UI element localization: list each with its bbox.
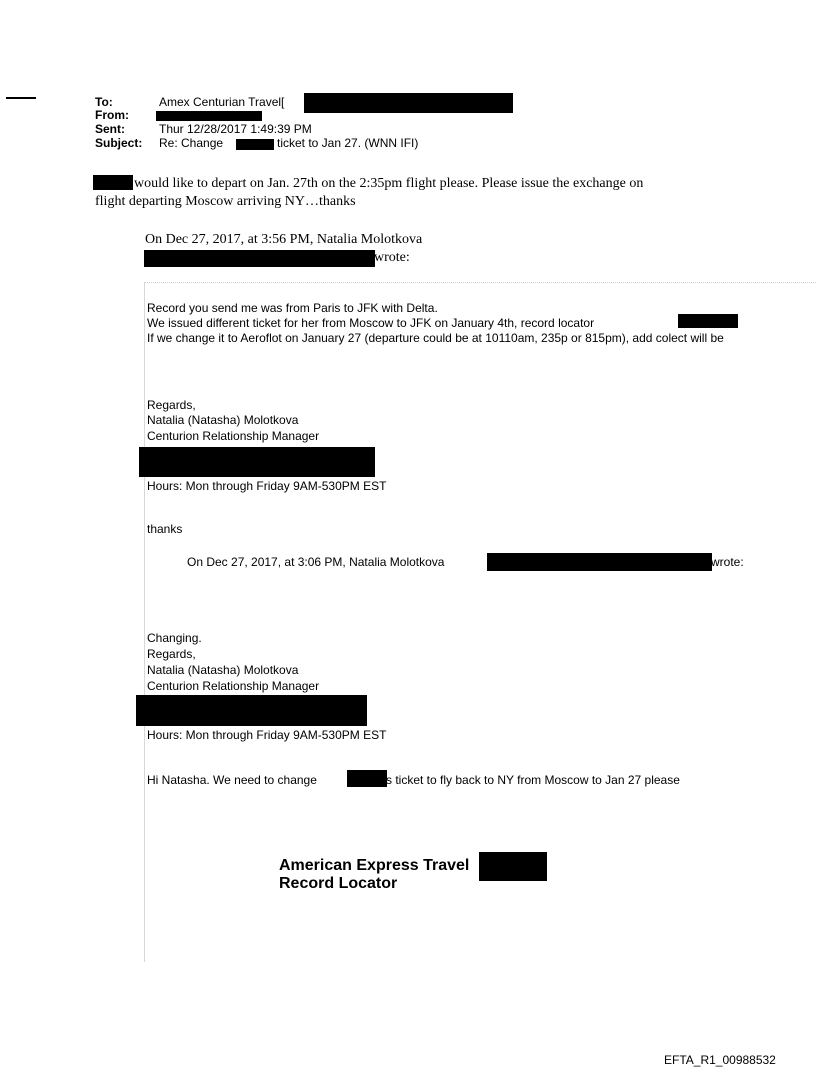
to-label: To: — [95, 95, 113, 109]
signature-line-2: Record Locator — [279, 875, 398, 892]
redaction-subject — [236, 139, 274, 150]
signature-line-1: American Express Travel — [279, 857, 470, 874]
subject-label: Subject: — [95, 136, 143, 150]
message1-line-1: Record you send me was from Paris to JFK with Delta. — [147, 301, 438, 315]
message2-hours: Hours: Mon through Friday 9AM-530PM EST — [147, 728, 387, 742]
message2-request-suffix: s ticket to fly back to NY from Moscow to Jan 27 please — [386, 773, 680, 787]
subject-suffix: ticket to Jan 27. (WNN IFI) — [277, 136, 419, 150]
sent-value: Thur 12/28/2017 1:49:39 PM — [159, 122, 312, 136]
message2-regards: Regards, — [147, 647, 196, 661]
quote-left-border — [144, 282, 145, 962]
margin-mark — [6, 97, 36, 99]
to-value: Amex Centurian Travel[ — [159, 95, 285, 109]
reply-line-2: flight departing Moscow arriving NY…thanks — [95, 194, 356, 209]
sent-label: Sent: — [95, 122, 125, 136]
redaction-request-name — [347, 770, 387, 787]
message1-title: Centurion Relationship Manager — [147, 429, 320, 443]
redaction-record-locator — [678, 314, 738, 328]
redaction-message1-contact — [139, 447, 375, 477]
reply-line-1: would like to depart on Jan. 27th on the 2:35pm flight please. Please issue the exchange on — [134, 176, 644, 191]
subject-prefix: Re: Change — [159, 136, 224, 150]
quote1-attribution: On Dec 27, 2017, at 3:56 PM, Natalia Molotkova — [145, 232, 423, 247]
document-id: EFTA_R1_00988532 — [664, 1053, 776, 1067]
redaction-quote2-email — [487, 553, 712, 571]
from-label: From: — [95, 108, 129, 122]
message2-changing: Changing. — [147, 631, 202, 645]
message2-request-prefix: Hi Natasha. We need to change — [147, 773, 317, 787]
message1-line-2: We issued different ticket for her from Moscow to JFK on January 4th, record locator — [147, 316, 595, 330]
redaction-signature — [479, 852, 547, 881]
quote-top-border — [144, 282, 816, 283]
message1-line-3: If we change it to Aeroflot on January 27 (departure could be at 10110am, 235p or 815pm), add colect will be — [147, 331, 724, 345]
quote2-wrote: wrote: — [711, 555, 744, 569]
message2-title: Centurion Relationship Manager — [147, 679, 320, 693]
message1-name: Natalia (Natasha) Molotkova — [147, 413, 299, 427]
redaction-to — [304, 93, 513, 113]
message1-hours: Hours: Mon through Friday 9AM-530PM EST — [147, 479, 387, 493]
quote2-attribution: On Dec 27, 2017, at 3:06 PM, Natalia Molotkova — [187, 555, 445, 569]
message2-name: Natalia (Natasha) Molotkova — [147, 663, 299, 677]
redaction-message2-contact — [136, 695, 367, 726]
redaction-from — [156, 111, 262, 121]
quote1-wrote: wrote: — [374, 250, 410, 265]
redaction-reply-name — [93, 175, 133, 190]
message1-regards: Regards, — [147, 398, 196, 412]
redaction-quote1-email — [144, 250, 375, 267]
message1-thanks: thanks — [147, 522, 183, 536]
